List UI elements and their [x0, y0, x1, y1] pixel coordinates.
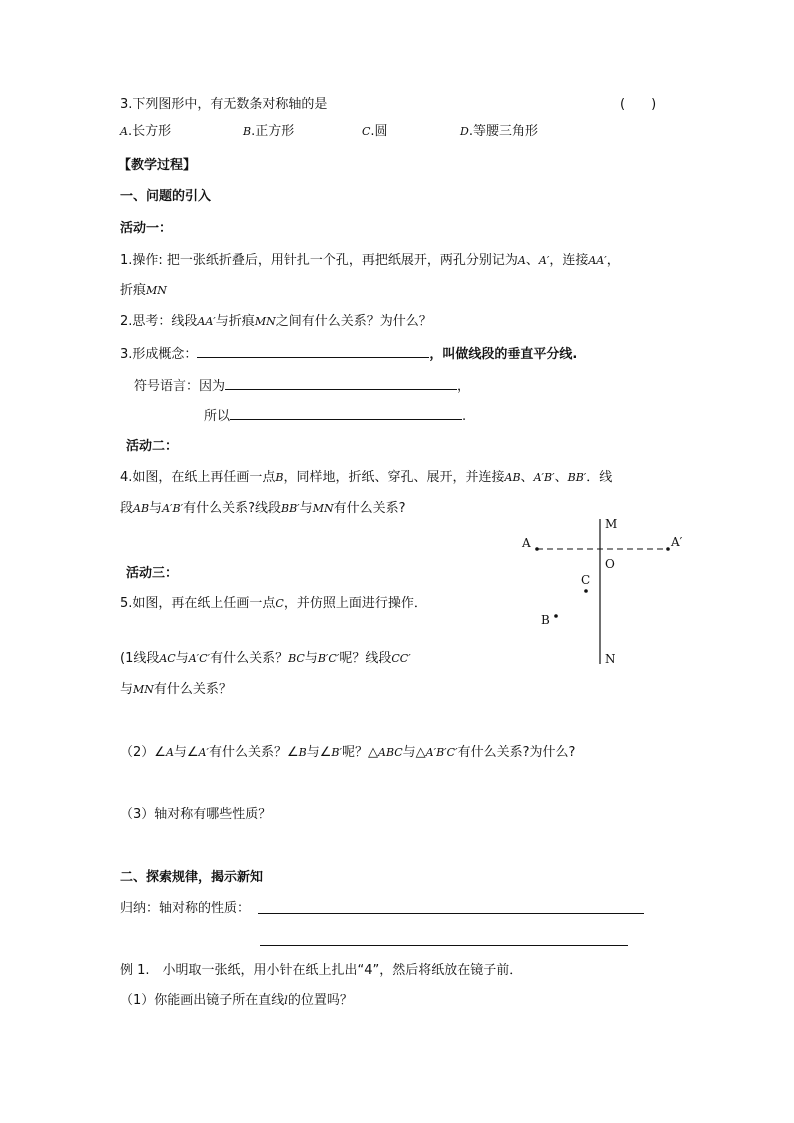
text: 与	[149, 501, 163, 516]
text: 与	[299, 501, 313, 516]
var: C	[275, 597, 284, 610]
option-letter: D	[460, 125, 469, 138]
point-c	[584, 589, 588, 593]
option-text: .等腰三角形	[468, 124, 538, 139]
var: ABC	[378, 746, 403, 759]
text: 与△	[402, 745, 426, 760]
text: 有什么关系？	[210, 651, 289, 666]
var-a: A	[517, 254, 526, 267]
option-text: .长方形	[127, 124, 172, 139]
var: A	[165, 746, 174, 759]
text: 、	[525, 253, 539, 268]
text: 3.形成概念：	[120, 347, 198, 362]
part2-title: 二、探索规律，揭示新知	[120, 870, 264, 885]
activity3-sub1-line1	[120, 650, 411, 668]
var: AC	[159, 652, 176, 665]
var: A′C′	[188, 652, 211, 665]
text: 呢？△	[342, 745, 378, 760]
text: 2.思考：线段	[120, 314, 198, 329]
text: （2）∠	[120, 745, 166, 760]
option-letter: A	[120, 125, 128, 138]
var: BC	[288, 652, 305, 665]
label-a-prime: A′	[671, 535, 683, 549]
text: ，	[457, 379, 471, 394]
option-letter: B	[243, 125, 252, 138]
text: 、	[520, 470, 534, 485]
label-a: A	[522, 536, 531, 550]
text: 与∠	[173, 745, 199, 760]
text: 与	[304, 651, 318, 666]
option-text: .圆	[370, 124, 388, 139]
text: 归纳：轴对称的性质：	[120, 901, 251, 916]
text: 与折痕	[215, 314, 255, 329]
example1-stem: 例 1. 小明取一张纸，用小针在纸上扎出“4”，然后将纸放在镜子前．	[120, 963, 523, 978]
text: 折痕	[120, 283, 147, 298]
activity3-sub3: （3）轴对称有哪些性质？	[120, 807, 272, 822]
q3-stem: 3.下列图形中，有无数条对称轴的是	[120, 97, 328, 112]
var: MN	[133, 683, 154, 696]
option-letter: C	[362, 125, 371, 138]
var: MN	[312, 502, 334, 515]
section-teaching-process: 【教学过程】	[118, 158, 197, 173]
text: 有什么关系？	[153, 682, 232, 697]
text: 与∠	[306, 745, 332, 760]
var: BB′	[281, 502, 300, 515]
summary-blank-1[interactable]	[258, 913, 644, 914]
var-aa-prime: AA′	[588, 254, 607, 267]
activity3-item5	[120, 595, 427, 613]
text: .	[462, 409, 467, 424]
var: B′C′	[317, 652, 340, 665]
text: ，连接	[549, 253, 589, 268]
activity2-title: 活动二：	[126, 439, 179, 454]
text: 有什么关系？∠	[209, 745, 299, 760]
text: 有什么关系?线段	[183, 501, 281, 516]
point-a	[535, 547, 539, 551]
var: A′B′C′	[425, 746, 458, 759]
var: A′	[198, 746, 209, 759]
text: 段	[120, 501, 134, 516]
text: （1）你能画出镜子所在直线	[120, 993, 285, 1008]
activity3-sub1-line2	[120, 681, 232, 699]
text: 符号语言：因为	[134, 379, 226, 394]
activity1-title: 活动一：	[120, 221, 173, 236]
text: ．线	[586, 470, 613, 485]
label-n: N	[605, 652, 616, 666]
text: 与	[120, 682, 134, 697]
example1-question1	[120, 992, 353, 1010]
var: CC′	[391, 652, 411, 665]
var: A′B′	[162, 502, 184, 515]
label-c: C	[581, 573, 591, 587]
var-a-prime: A′	[538, 254, 550, 267]
label-b: B	[541, 613, 550, 627]
text: (1线段	[120, 651, 160, 666]
var: AB	[133, 502, 150, 515]
text: ，	[606, 253, 620, 268]
text: 5.如图，再在纸上任画一点	[120, 596, 276, 611]
text: 、	[554, 470, 568, 485]
summary-line	[120, 900, 250, 918]
text: 有什么关系?	[333, 501, 406, 516]
activity3-sub2	[120, 744, 575, 762]
text: 1.操作: 把一张纸折叠后，用针扎一个孔，再把纸展开，两孔分别记为	[120, 253, 518, 268]
var-l: l	[284, 994, 288, 1007]
var: B′	[331, 746, 342, 759]
var-aa-prime: AA′	[197, 315, 216, 328]
text: 4.如图，在纸上再任画一点	[120, 470, 276, 485]
text: 所以	[204, 409, 231, 424]
label-o: O	[605, 557, 615, 571]
part1-title: 一、问题的引入	[120, 189, 212, 204]
var: BB′	[567, 471, 587, 484]
var: B	[275, 471, 284, 484]
text: ，并仿照上面进行操作．	[283, 596, 427, 611]
point-b	[554, 614, 558, 618]
text: 与	[175, 651, 189, 666]
summary-blank-2[interactable]	[260, 945, 628, 946]
option-text: .正方形	[251, 124, 295, 139]
var: A′B′	[533, 471, 555, 484]
var-mn: MN	[254, 315, 276, 328]
point-a-prime	[666, 547, 670, 551]
text: 之间有什么关系？为什么？	[275, 314, 432, 329]
var-mn: MN	[146, 284, 167, 297]
activity3-title: 活动三：	[126, 566, 179, 581]
text: 有什么关系?为什么?	[457, 745, 576, 760]
text: ，同样地，折纸、穿孔、展开，并连接	[283, 470, 505, 485]
label-m: M	[605, 517, 618, 531]
text: 呢？线段	[339, 651, 392, 666]
text: ，叫做线段的垂直平分线.	[429, 347, 578, 362]
text: 的位置吗？	[287, 993, 353, 1008]
q3-answer-bracket: ( )	[620, 97, 657, 112]
var: AB	[504, 471, 521, 484]
var: B	[298, 746, 307, 759]
